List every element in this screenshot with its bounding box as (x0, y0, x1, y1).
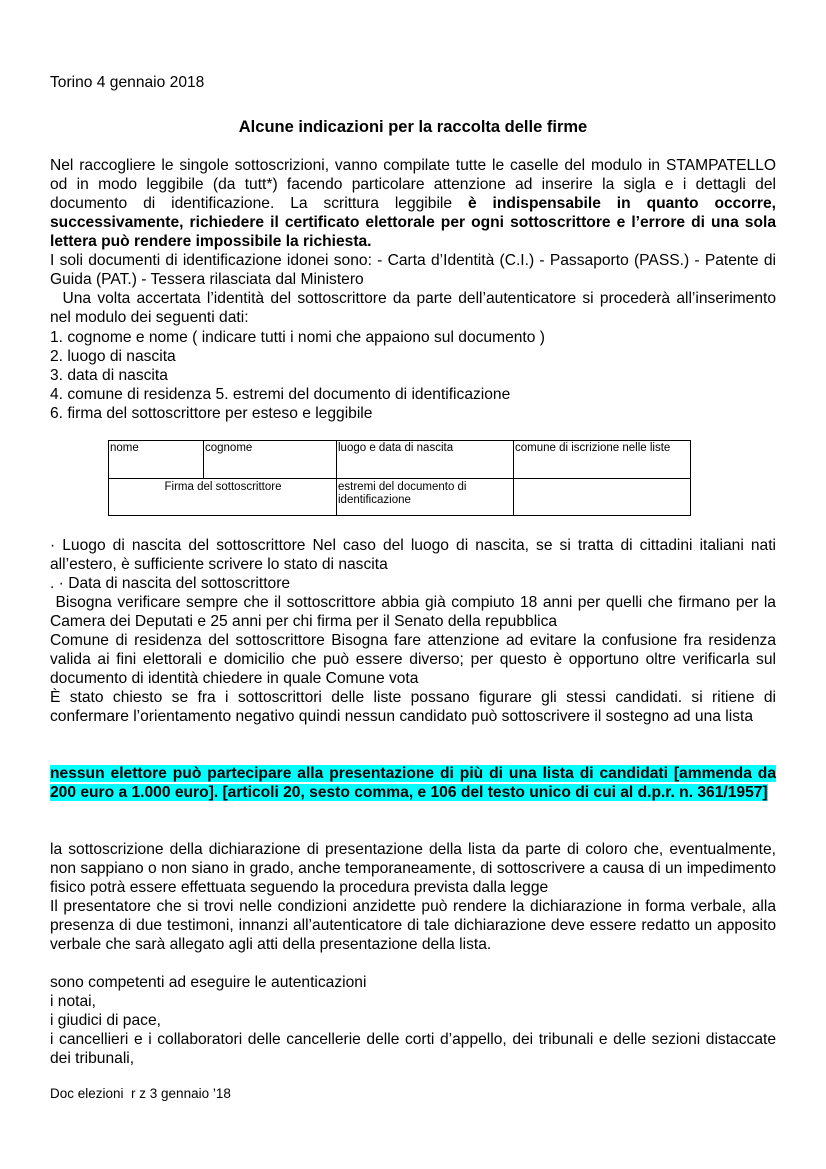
intro-section (50, 156, 781, 327)
document-date: Torino 4 gennaio 2018 (50, 74, 205, 91)
form-cell-estremi: estremi del documento di identificazione (337, 479, 514, 516)
form-cell-firma: Firma del sottoscrittore (109, 479, 337, 516)
list-item: 2. luogo di nascita (50, 348, 176, 365)
highlight-section (50, 764, 776, 802)
note-eta: Bisogna verificare sempre che il sottoscrittore abbia già compiuto 18 anni per quelli che firmano per la Camera dei Deputati e 25 anni per chi firma per il Senato della repubblica (50, 594, 781, 630)
list-item: 4. comune di residenza 5. estremi del documento di identificazione (50, 386, 511, 403)
competent-item: i cancellieri e i collaboratori delle cancellerie delle corti d’appello, dei tribunali e delle sezioni distaccate dei tribunali, (50, 1031, 776, 1067)
competent-item: i giudici di pace, (50, 1012, 161, 1029)
document-title: Alcune indicazioni per la raccolta delle firme (238, 118, 588, 136)
id-documents-paragraph: I soli documenti di identificazione idonei sono: - Carta d’Identità (C.I.) - Passaporto (PASS.) - Patente di Guida (PAT.) - Tessera rilasciata dal Ministero (50, 252, 776, 288)
note-residenza: Comune di residenza del sottoscrittore Bisogna fare attenzione ad evitare la confusione fra residenza valida ai fini elettorali e domicilio che può essere diverso; per questo è opportuno oltre verificarla sul documento di identità chiedere in quale Comune vota (50, 632, 776, 687)
intro-paragraph (50, 156, 776, 251)
document-footer: Doc elezioni r z 3 gennaio ’18 (50, 1086, 231, 1101)
intro-bold-text: è indispensabile in quanto occorre, successivamente, richiedere il certificato elettorale per ogni sottoscrittore e l’errore di una sola lettera può rendere impossibile la richiesta. (50, 195, 776, 250)
form-cell-nome: nome (109, 441, 204, 479)
note-luogo-nascita: · Luogo di nascita del sottoscrittore Nel caso del luogo di nascita, se si tratta di cittadini italiani nati all’estero, è sufficiente scrivere lo stato di nascita (50, 537, 776, 573)
list-item: 3. data di nascita (50, 367, 168, 384)
presenter-paragraph: Il presentatore che si trovi nelle condizioni anzidette può rendere la dichiarazione in forma verbale, alla presenza di due testimoni, innanzi all’autenticatore di tale dichiarazione deve essere redatto un apposito verbale che sarà allegato agli atti della presentazione della lista. (50, 898, 776, 953)
form-row-signature (109, 479, 691, 516)
form-table (108, 440, 691, 516)
form-cell-luogo-data: luogo e data di nascita (337, 441, 514, 479)
form-row-header (109, 441, 691, 479)
procedure-paragraph: la sottoscrizione della dichiarazione di presentazione della lista da parte di coloro che, eventualmente, non sappiano o non siano in grado, anche temporaneamente, di sottoscrivere a causa di un impedimento fisico potrà essere effettuata seguendo la procedura prevista dalla legge (50, 841, 776, 896)
intro-text: Nel raccogliere le singole sottoscrizioni, vanno compilate tutte le caselle del modulo in STAMPATELLO od in modo leggibile (da tutt*) facendo particolare attenzione ad inserire la sigla e i dettagli del documento di identificazione. La scrittura leggibile (50, 157, 776, 212)
list-item: 1. cognome e nome ( indicare tutti i nomi che appaiono sul documento ) (50, 329, 545, 346)
note-data-nascita: . · Data di nascita del sottoscrittore (50, 575, 291, 592)
list-item: 6. firma del sottoscrittore per esteso e leggibile (50, 405, 373, 422)
highlight-text: nessun elettore può partecipare alla presentazione di più di una lista di candidati [ammenda da 200 euro a 1.000 euro]. [articoli 20, sesto comma, e 106 del testo unico di cui al d.p.r. n. 361/1957] (50, 765, 776, 801)
competent-section (50, 973, 776, 1068)
form-cell-empty (514, 479, 691, 516)
data-entry-paragraph: Una volta accertata l’identità del sottoscrittore da parte dell’autenticatore si procederà all’inserimento nel modulo dei seguenti dati: (50, 290, 781, 326)
competent-intro: sono competenti ad eseguire le autenticazioni (50, 974, 367, 991)
notes-section (50, 536, 781, 726)
highlight-paragraph (50, 764, 776, 802)
competent-item: i notai, (50, 993, 96, 1010)
data-list (50, 328, 776, 423)
note-candidati: È stato chiesto se fra i sottoscrittori delle liste possano figurare gli stessi candidati. si ritiene di confermare l’orientamento negativo quindi nessun candidato può sottoscrivere il sostegno ad una lista (50, 689, 776, 725)
form-cell-cognome: cognome (204, 441, 337, 479)
form-cell-comune: comune di iscrizione nelle liste (514, 441, 691, 479)
procedure-section (50, 840, 776, 954)
